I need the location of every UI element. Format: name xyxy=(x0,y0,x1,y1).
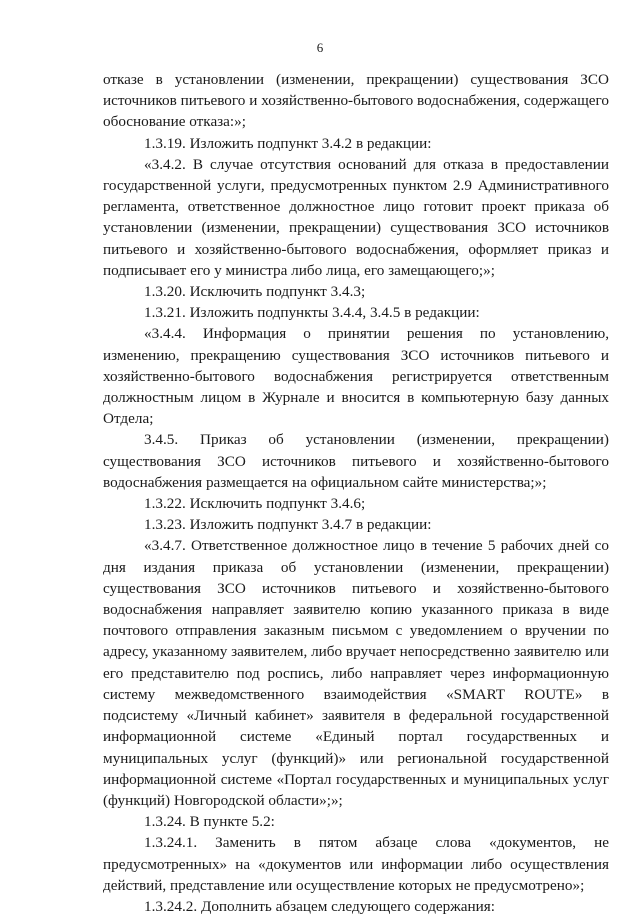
document-body xyxy=(103,69,609,917)
paragraph: 1.3.24.1. Заменить в пятом абзаце слова «документов, не предусмотренных» на «документов или информации либо осуществления действий, представление или осуществление которых не предусмотрено»; xyxy=(103,834,609,894)
paragraph: 1.3.24. В пункте 5.2: xyxy=(144,813,275,831)
paragraph: «3.4.2. В случае отсутствия оснований для отказа в предоставлении государственной услуги, предусмотренных пунктом 2.9 Административного регламента, ответственное должностное лицо готовит проект приказа об установлении (изменении, прекращении) существования ЗСО источников питьевого и хозяйственно-бытового водоснабжения, оформляет приказ и подписывает его у министра либо лица, его замещающего;»; xyxy=(103,155,609,279)
paragraph: отказе в установлении (изменении, прекращении) существования ЗСО источников питьевого и хозяйственно-бытового водоснабжения, содержащего обоснование отказа:»; xyxy=(103,71,609,131)
paragraph: «3.4.7. Ответственное должностное лицо в течение 5 рабочих дней со дня издания приказа об установлении (изменении, прекращении) существования ЗСО источников питьевого и хозяйственно-бытового водоснабжения направляет заявителю копию указанного приказа в виде почтового отправления заказным письмом с уведомлением о вручении по адресу, указанному заявителем, либо вручает непосредственно заявителю или его представителю под роспись, либо направляет через информационную систему межведомственного взаимодействия «SMART ROUTE» в подсистему «Личный кабинет» заявителя в федеральной государственной информационной системе «Единый портал государственных и муниципальных услуг (функций)» или региональной государственной информационной системе «Портал государственных и муниципальных услуг (функций) Новгородской области»;»; xyxy=(103,537,610,809)
paragraph: 1.3.24.2. Дополнить абзацем следующего содержания: xyxy=(144,897,495,915)
paragraph: 1.3.21. Изложить подпункты 3.4.4, 3.4.5 в редакции: xyxy=(144,304,480,322)
paragraph: «3.4.4. Информация о принятии решения по установлению, изменению, прекращению существования ЗСО источников питьевого и хозяйственно-бытового водоснабжения регистрируется ответственным должностным лицом в Журнале и вносится в компьютерную базу данных Отдела; xyxy=(103,325,609,428)
paragraph: 1.3.23. Изложить подпункт 3.4.7 в редакции: xyxy=(144,516,432,534)
paragraph: 1.3.22. Исключить подпункт 3.4.6; xyxy=(144,495,366,513)
paragraph: 1.3.20. Исключить подпункт 3.4.3; xyxy=(144,283,366,301)
paragraph: 3.4.5. Приказ об установлении (изменении, прекращении) существования ЗСО источников питьевого и хозяйственно-бытового водоснабжения размещается на официальном сайте министерства;»; xyxy=(103,431,609,491)
paragraph: 1.3.19. Изложить подпункт 3.4.2 в редакции: xyxy=(144,134,432,152)
page-number: 6 xyxy=(316,40,324,55)
